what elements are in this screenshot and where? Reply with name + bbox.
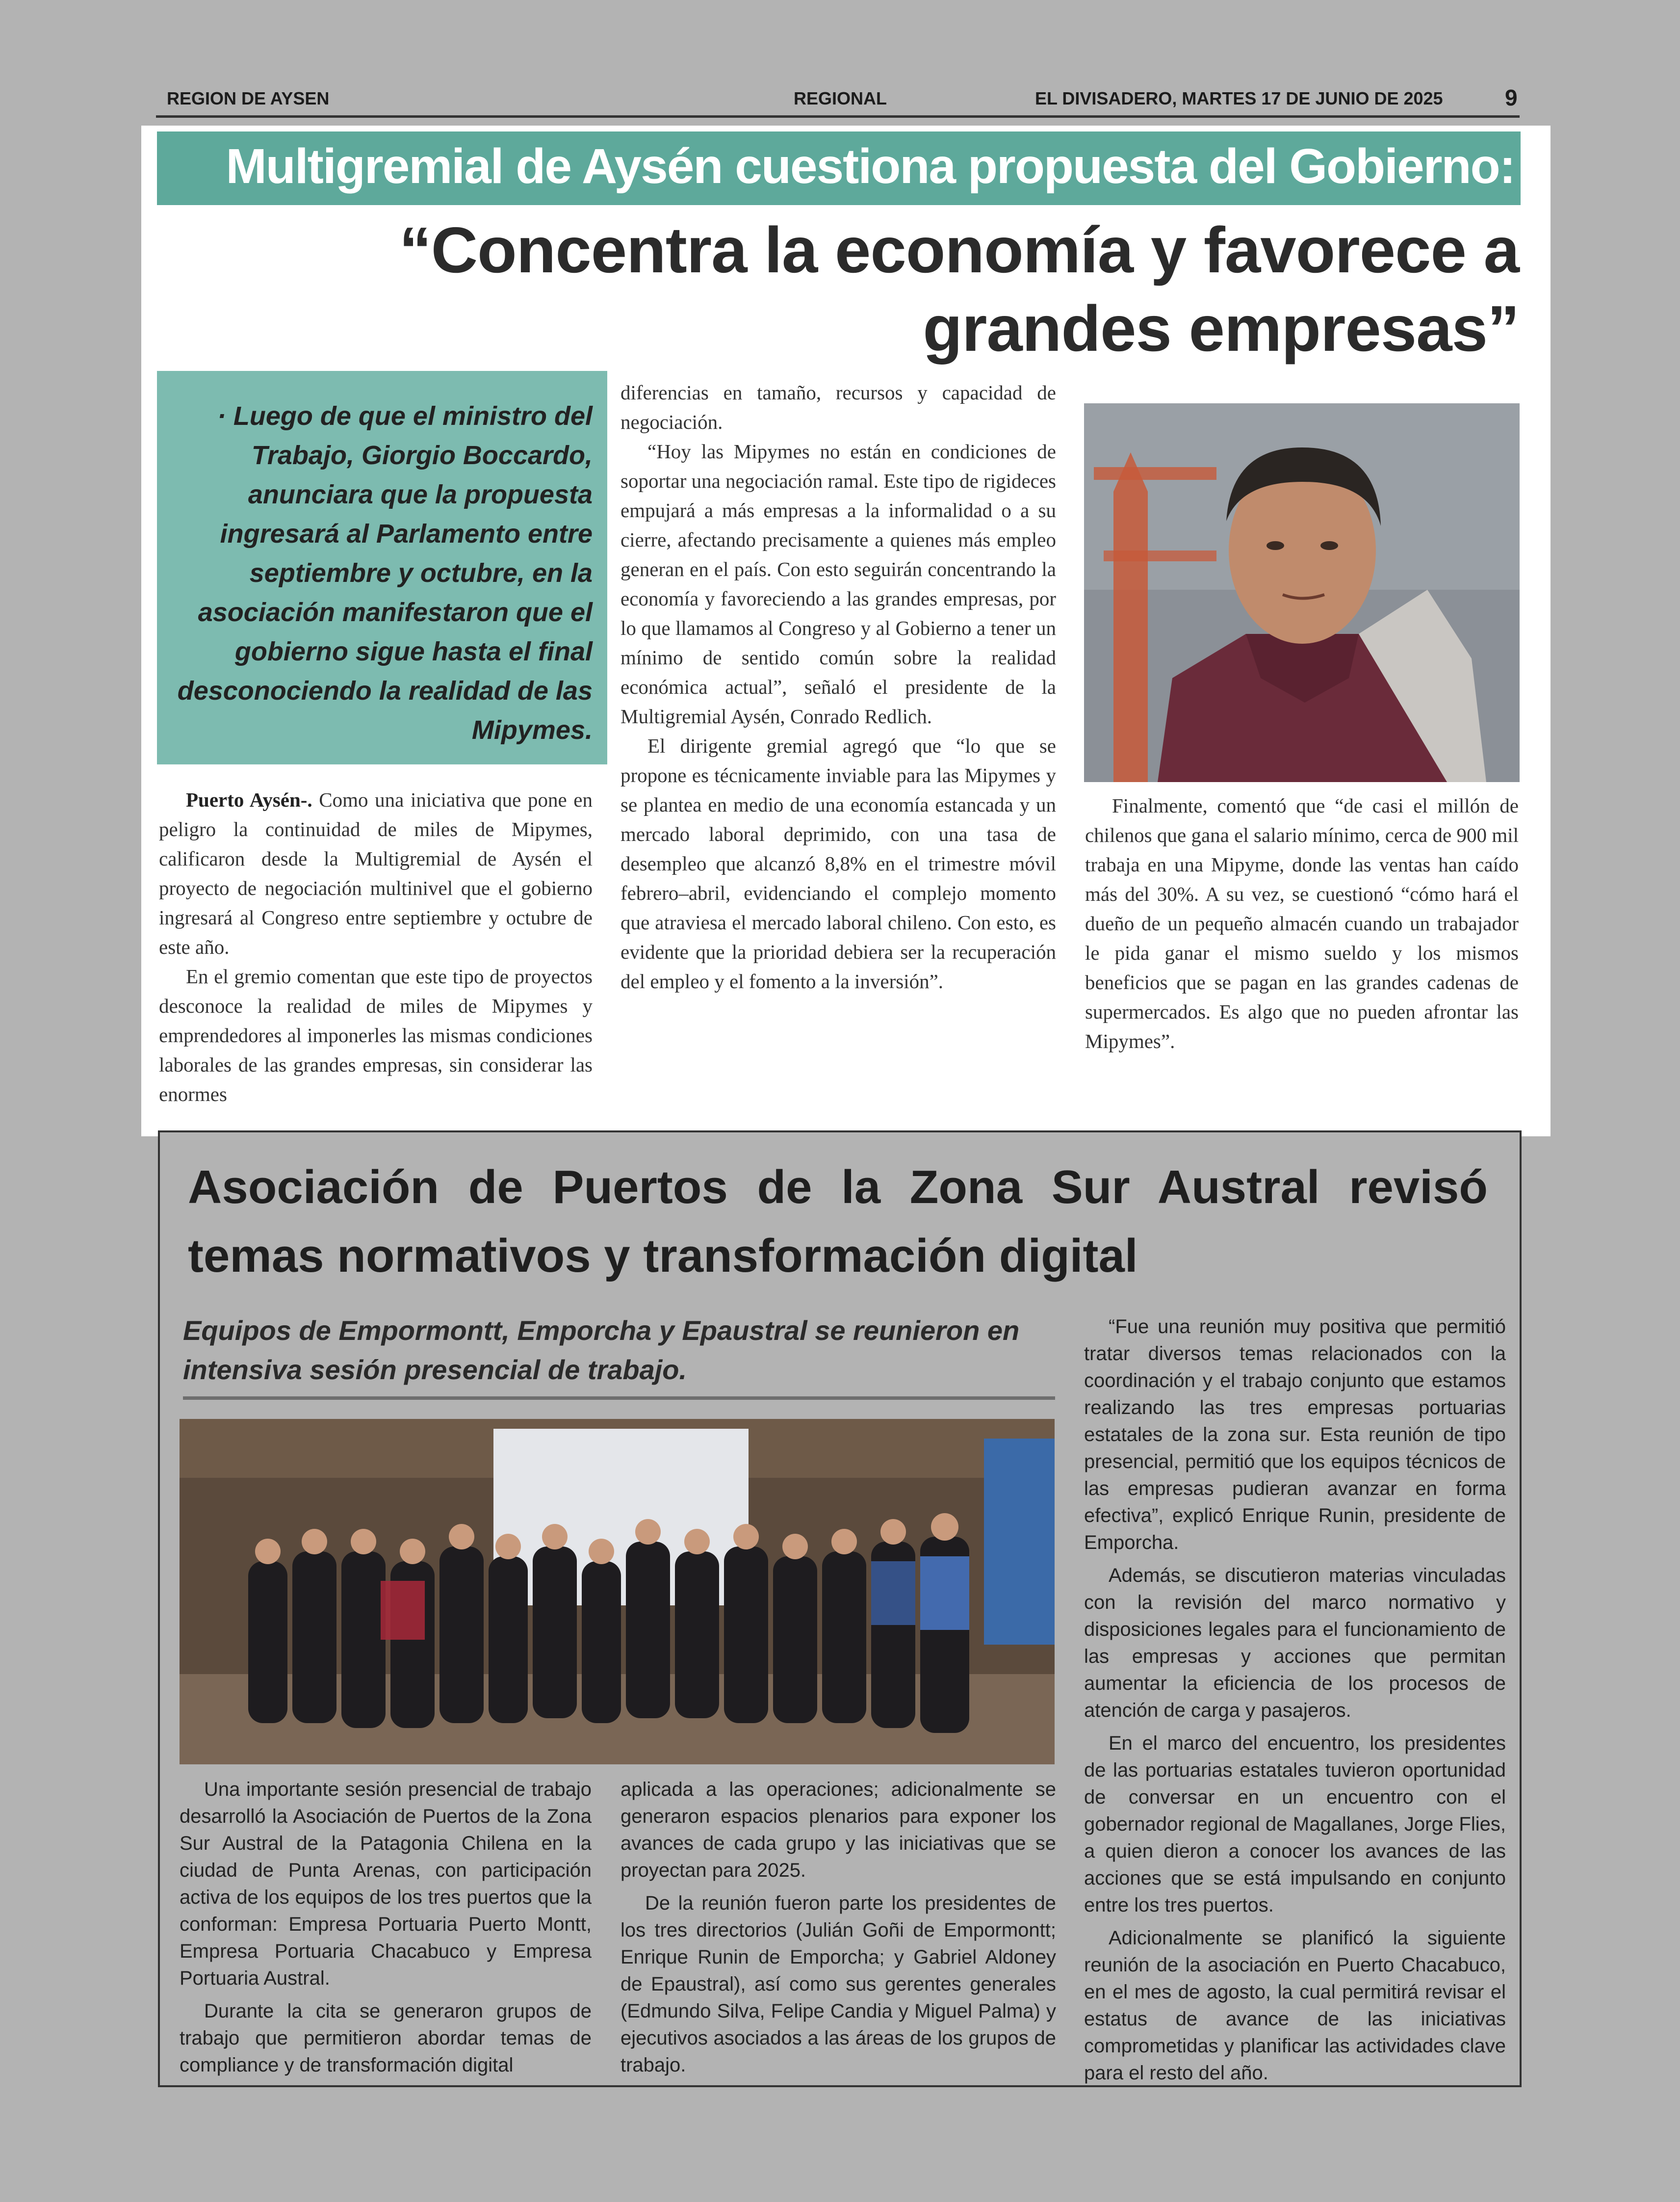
article2-column-3: [1084, 1313, 1506, 2093]
article1-column-3: [1085, 791, 1519, 1056]
paragraph: En el gremio comentan que este tipo de proyectos desconoce la realidad de miles de Mipymes y emprendedores al imponerles las mismas condiciones laborales de las grandes empresas, sin considerar las enormes: [159, 965, 593, 1105]
paragraph: En el marco del encuentro, los presidentes de las portuarias estatales tuvieron oportunidad de conversar en un encuentro con el gobernador regional de Magallanes, Jorge Flies, a quien dieron a conocer los avances de las acciones que se está impulsando en conjunto entre los tres puertos.: [1084, 1732, 1506, 1916]
paragraph: Además, se discutieron materias vinculadas con la revisión del marco normativo y disposiciones legales para el funcionamiento de las empresas y acciones que permitan aumentar la eficiencia de los procesos de atención de carga y pasajeros.: [1084, 1565, 1506, 1721]
article-headline: “Concentra la economía y favorece a grandes empresas”: [399, 214, 1519, 365]
article1-column-2: [620, 378, 1056, 996]
article1-column-1: [159, 785, 593, 1109]
paragraph: diferencias en tamaño, recursos y capacidad de negociación.: [620, 381, 1056, 433]
paragraph: De la reunión fueron parte los presidentes de los tres directorios (Julián Goñi de Empormontt; Enrique Runin de Emporcha; y Gabriel Aldoney de Epaustral), así como sus gerentes generales (Edmundo Silva, Felipe Candia y Miguel Palma) y ejecutivos asociados a las áreas de los grupos de trabajo.: [620, 1892, 1056, 2076]
paragraph: Como una iniciativa que pone en peligro la continuidad de miles de Mipymes, calificaron desde la Multigremial de Aysén el proyecto de negociación multinivel que el gobierno ingresará al Congreso entre septiembre y octubre de este año.: [159, 788, 593, 958]
paragraph: “Hoy las Mipymes no están en condiciones de soportar una negociación ramal. Este tipo de rigideces empujará a más empresas a la informalidad o a su cierre, afectando precisamente a quienes más empleo generan en el país. Con esto seguirán concentrando la economía y favoreciendo a las grandes empresas, por lo que llamamos al Congreso y al Gobierno a tener un mínimo de sentido común sobre la realidad económica actual”, señaló el presidente de la Multigremial Aysén, Conrado Redlich.: [620, 440, 1057, 728]
paragraph: Finalmente, comentó que “de casi el millón de chilenos que gana el salario mínimo, cerca de 900 mil trabaja en una Mipyme, donde las ventas han caído más del 30%. A su vez, se cuestionó “cómo hará el dueño de un pequeño almacén cuando un trabajador le pida ganar el mismo sueldo y los mismos beneficios que se pagan en las grandes cadenas de supermercados. Es algo que no pueden afrontar las Mipymes”.: [1085, 794, 1519, 1052]
portrait-photo: [1084, 403, 1520, 782]
subhead-rule: [183, 1396, 1055, 1400]
page-number: 9: [1505, 85, 1518, 110]
article2-column-1: [180, 1776, 592, 2085]
group-photo: [180, 1419, 1055, 1764]
kicker-banner: [157, 131, 1521, 205]
paragraph: aplicada a las operaciones; adicionalmente se generaron espacios plenarios para exponer los avances de cada grupo y las iniciativas que se proyectan para 2025.: [620, 1779, 1056, 1881]
article-kicker: Multigremial de Aysén cuestiona propuesta del Gobierno:: [226, 139, 1515, 194]
paragraph: El dirigente gremial agregó que “lo que se propone es técnicamente inviable para las Mipymes y se plantea en medio de una economía estancada y un mercado laboral deprimido, con una tasa de desempleo que alcanzó 8,8% en el trimestre móvil febrero–abril, evidenciando el complejo momento que atraviesa el mercado laboral chileno. Con esto, es evidente que la prioridad debiera ser la recuperación del empleo y el fomento a la inversión”.: [620, 734, 1056, 993]
callout-box: [157, 371, 607, 764]
paragraph: “Fue una reunión muy positiva que permitió tratar diversos temas relacionados con la coordinación y el trabajo conjunto que estamos realizando las tres empresas portuarias estatales de la zona sur. Esta reunión de tipo presencial, permitió que los equipos técnicos de las empresas pudieran avanzar en forma efectiva”, explicó Enrique Runin, presidente de Emporcha.: [1084, 1316, 1506, 1553]
dateline: Puerto Aysén-.: [186, 788, 312, 811]
section-label: REGION DE AYSEN: [167, 88, 330, 108]
callout-text: · Luego de que el ministro del Trabajo, Giorgio Boccardo, anunciara que la propuesta ingresará al Parlamento entre septiembre y octubre, en la asociación manifestaron que el gobierno sigue hasta el final desconociendo la realidad de las Mipymes.: [177, 401, 593, 745]
article2-headline: Asociación de Puertos de la Zona Sur Austral revisó temas normativos y transformación digital: [188, 1161, 1488, 1282]
header-rule: [156, 115, 1520, 118]
masthead-date: EL DIVISADERO, MARTES 17 DE JUNIO DE 2025: [1035, 88, 1443, 108]
paragraph: Durante la cita se generaron grupos de trabajo que permitieron abordar temas de compliance y de transformación digital: [180, 2000, 592, 2076]
article2-subhead: Equipos de Empormontt, Emporcha y Epaustral se reunieron en intensiva sesión presencial de trabajo.: [183, 1315, 1020, 1385]
paragraph: Una importante sesión presencial de trabajo desarrolló la Asociación de Puertos de la Zona Sur Austral de la Patagonia Chilena en la ciudad de Punta Arenas, con participación activa de los equipos de los tres puertos que la conforman: Empresa Portuaria Puerto Montt, Empresa Portuaria Chacabuco y Empresa Portuaria Austral.: [180, 1779, 592, 1989]
section-category: REGIONAL: [794, 88, 887, 108]
paragraph: Adicionalmente se planificó la siguiente reunión de la asociación en Puerto Chacabuco, en el mes de agosto, la cual permitirá revisar el estatus de avance de las iniciativas comprometidas y planificar las actividades clave para el resto del año.: [1084, 1927, 1506, 2084]
article2-column-2: [620, 1776, 1056, 2085]
